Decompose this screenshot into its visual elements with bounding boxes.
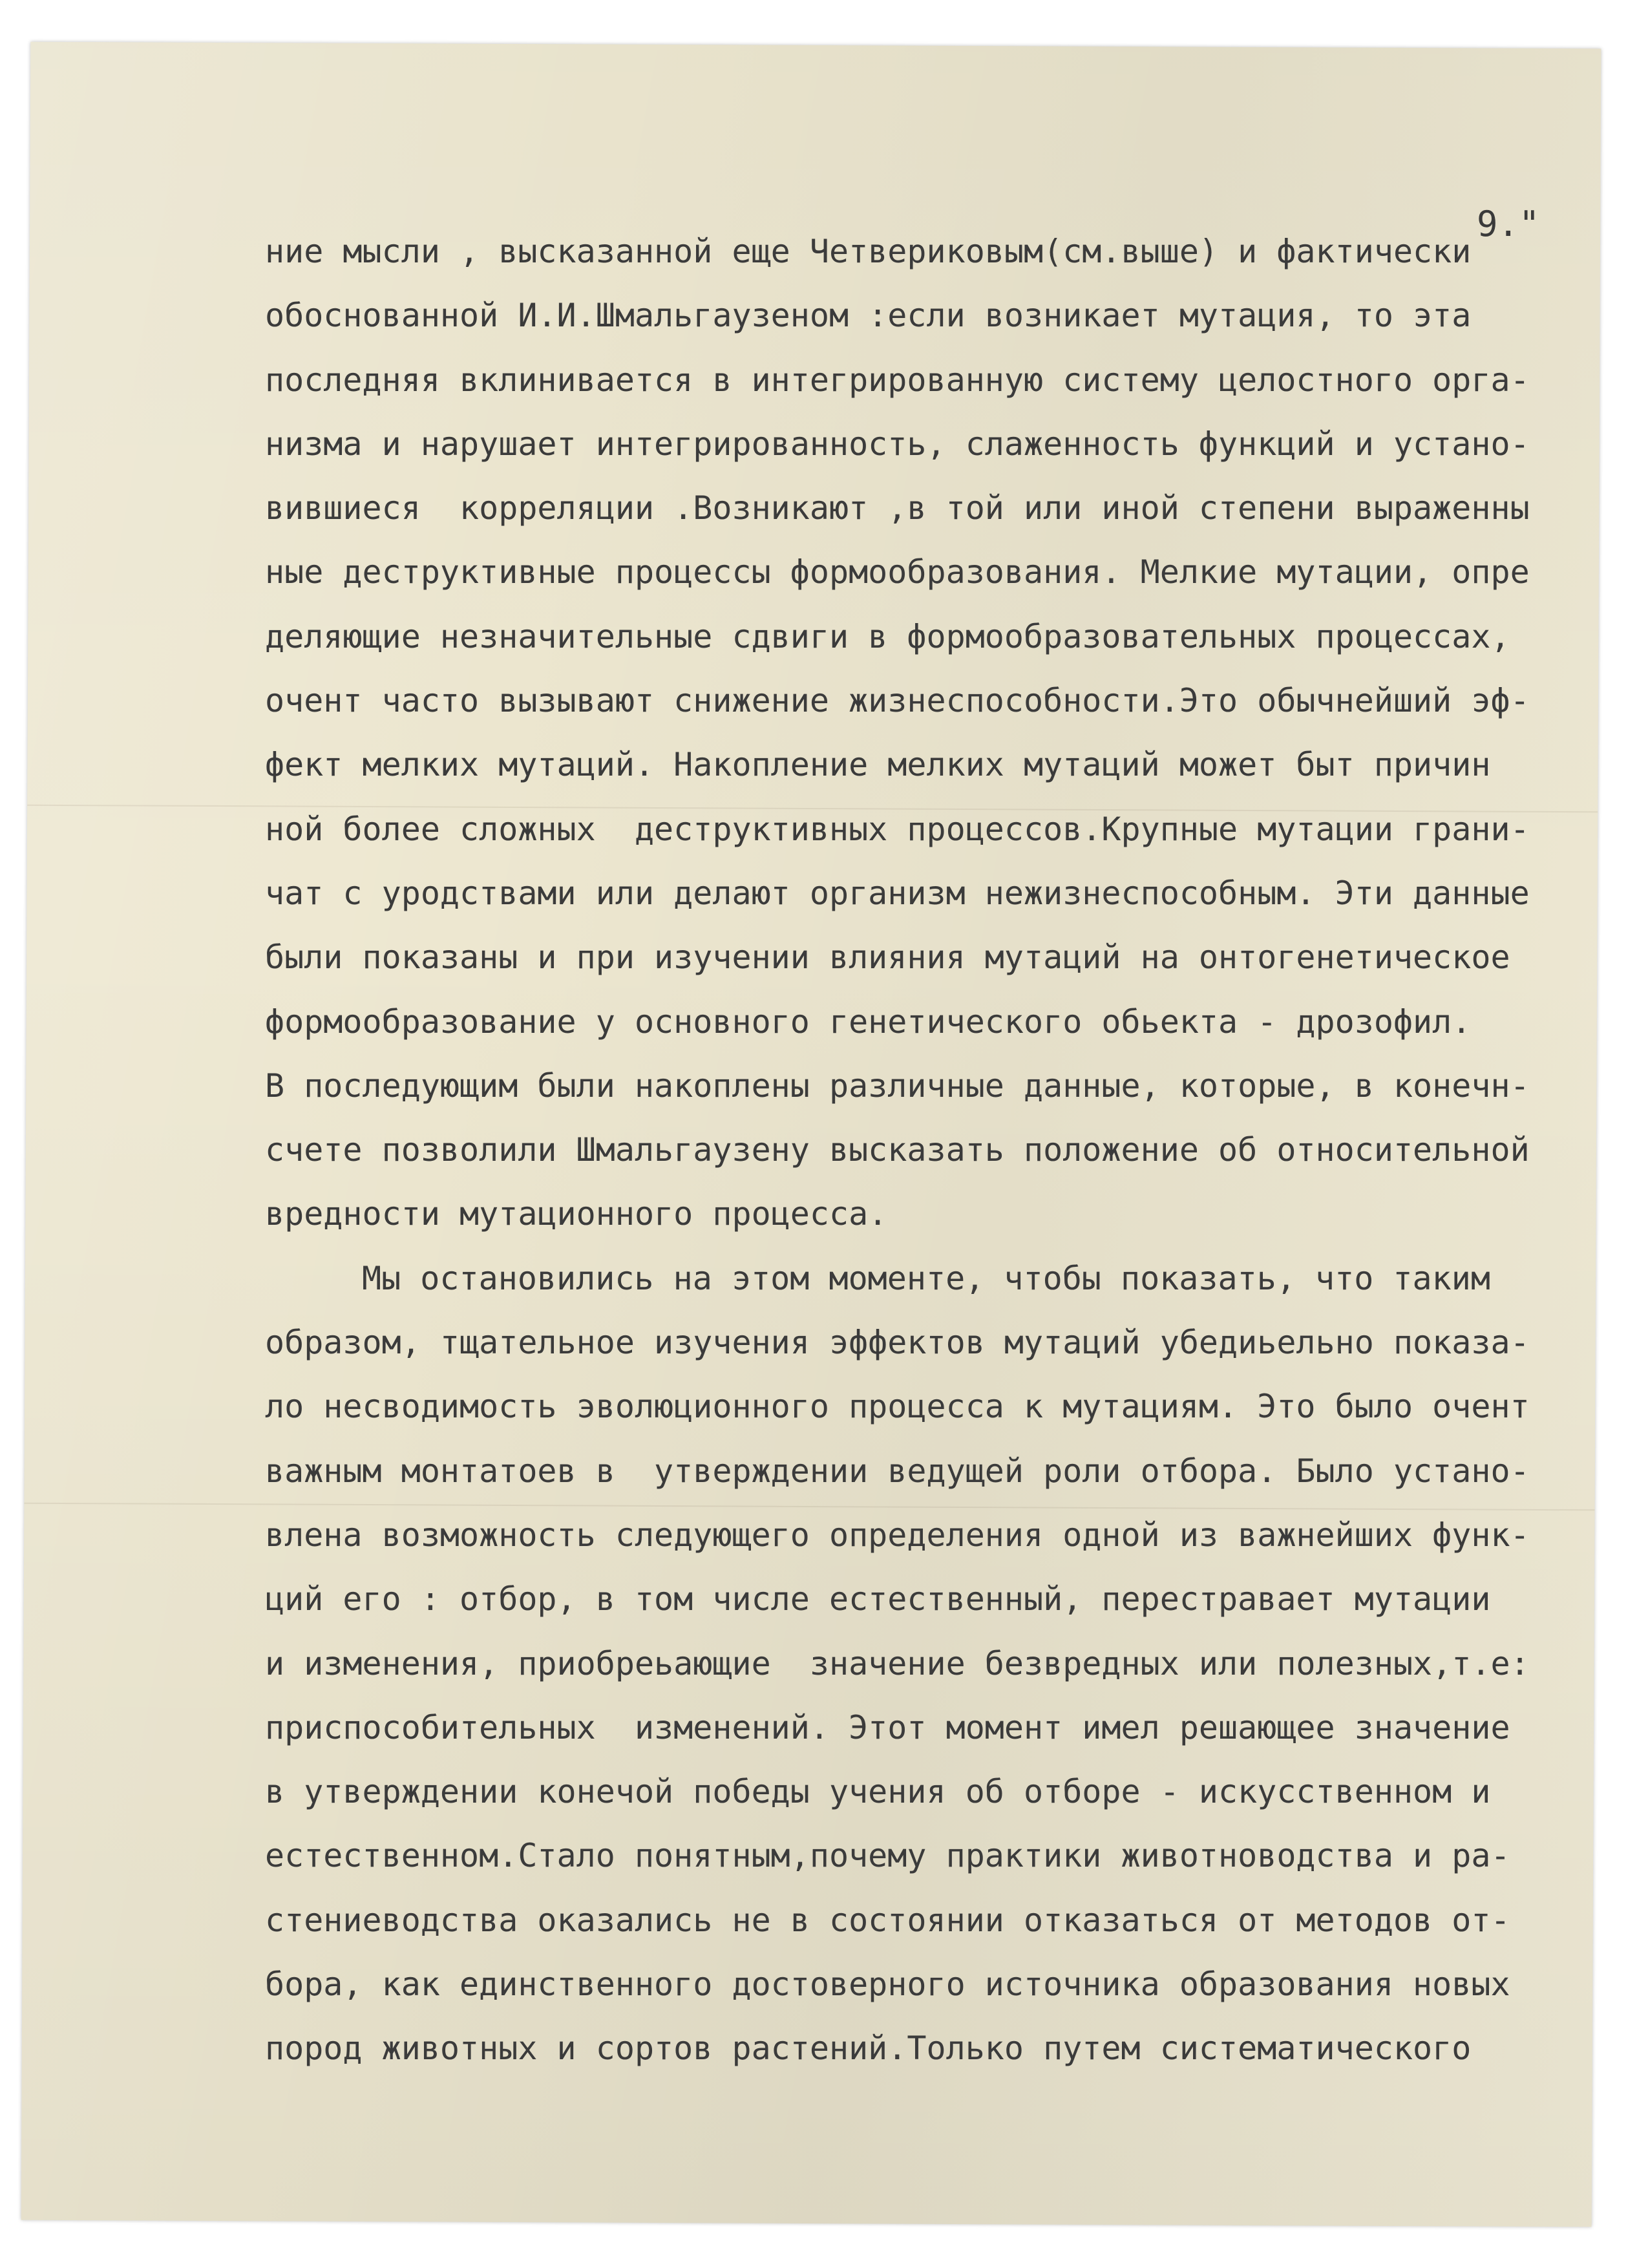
text-line: В последующим были накоплены различные данные, которые, в конечн- [265, 1066, 1530, 1105]
text-line: низма и нарушает интегрированность, слаженность функций и устано- [265, 425, 1530, 463]
text-line: и изменения, приобреьающие значение безвредных или полезных,т.е: [265, 1644, 1530, 1682]
text-line: образом, тщательное изучения эффектов мутаций убедиьельно показа- [265, 1324, 1530, 1362]
text-line: счете позволили Шмальгаузену высказать положение об относительной [265, 1131, 1530, 1169]
text-line: ной более сложных деструктивных процессов.Крупные мутации грани- [265, 810, 1530, 848]
text-line: вредности мутационного процесса. [265, 1195, 888, 1233]
text-line: последняя вклинивается в интегрированную систему целостного орга- [265, 361, 1530, 399]
text-line: деляющие незначительные сдвиги в формообразовательных процессах, [265, 617, 1510, 655]
text-line: важным монтатоев в утверждении ведущей роли отбора. Было устано- [265, 1452, 1530, 1490]
text-line: в утверждении конечой победы учения об отборе - искусственном и [265, 1773, 1491, 1811]
text-line: были показаны и при изучении влияния мутаций на онтогенетическое [265, 938, 1510, 977]
page-number: 9." [1477, 204, 1540, 244]
text-line: чат с уродствами или делают организм нежизнеспособным. Эти данные [265, 874, 1530, 912]
text-line: обоснованной И.И.Шмальгаузеном :если возникает мутация, то эта [265, 297, 1472, 335]
text-line: естественном.Стало понятным,почему практики животноводства и ра- [265, 1837, 1510, 1875]
text-line: ций его : отбор, в том числе естественный, перестравает мутации [265, 1580, 1491, 1618]
text-line: фект мелких мутаций. Накопление мелких мутаций может быт причин [265, 746, 1491, 784]
text-line: очент часто вызывают снижение жизнеспособности.Это обычнейший эф- [265, 682, 1530, 720]
text-line: вившиеся корреляции .Возникают ,в той или иной степени выраженны [265, 489, 1530, 527]
text-line: ные деструктивные процессы формообразования. Мелкие мутации, опре [265, 553, 1530, 591]
typed-text-body [265, 220, 1583, 2081]
paragraph-start-line: Мы остановились на этом моменте, чтобы показать, что таким [362, 1259, 1490, 1297]
text-line: формообразование у основного генетического обьекта - дрозофил. [265, 1002, 1472, 1041]
text-line: бора, как единственного достоверного источника образования новых [265, 1966, 1510, 2004]
text-line: стениеводства оказались не в состоянии отказаться от методов от- [265, 1901, 1510, 1939]
text-line: пород животных и сортов растений.Только путем систематического [265, 2030, 1472, 2068]
text-line: приспособительных изменений. Этот момент имел решающее значение [265, 1708, 1510, 1746]
text-line: влена возможность следующего определения одной из важнейших функ- [265, 1516, 1530, 1554]
text-line: ние мысли , высказанной еще Четвериковым(см.выше) и фактически [265, 233, 1472, 270]
text-line: ло несводимость эволюционного процесса к мутациям. Это было очент [265, 1388, 1530, 1426]
